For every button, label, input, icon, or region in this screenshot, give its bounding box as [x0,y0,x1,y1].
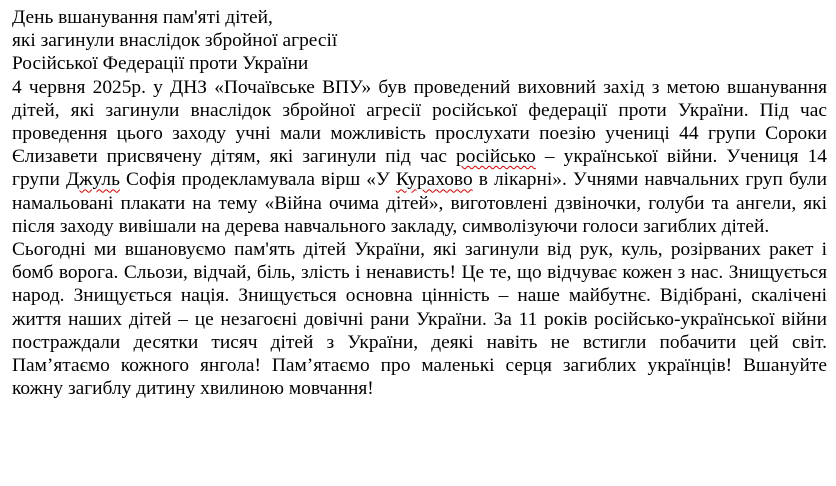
title-line-3: Російської Федерації проти України [12,53,309,75]
spellcheck-word-place: Курахово [395,169,473,191]
document-page [0,6,836,486]
title-line-1: День вшанування пам'яті дітей, [12,7,273,28]
spellcheck-word-russian: російсько [456,146,536,168]
paragraph-1-text-b: – української війни. Учениця 14 групи [12,146,827,191]
document-title [12,6,827,76]
paragraph-1-text-c: Софія продекламувала вірш «У [119,169,396,191]
paragraph-1-text-d: в лікарні». Учнями навчальних груп були намальовані плакати на тему «Війна очима дітей», виготовлені дзвіночки, голуби та ангели, які після заходу вивішали на дерева навчального закладу, символізуючи голоси загиблих дітей. [12,169,827,237]
title-line-2: які загинули внаслідок збройної агресії [12,30,338,52]
paragraph-1-text-a: 4 червня 2025р. у ДНЗ «Почаївське ВПУ» був проведений виховний захід з метою вшанування дітей, які загинули внаслідок збройної агресії російської федерації проти України. Під час проведення цього заходу учні мали можливість прослухати поезію учениці 44 групи Сороки Єлизавети присвячену дітям, які загинули під час [12,76,827,168]
paragraph-event-report [12,76,827,238]
paragraph-commemoration: Сьогодні ми вшановуємо пам'ять дітей України, які загинули від рук, куль, розірваних ракет і бомб ворога. Сльози, відчай, біль, злість і ненависть! Це те, що відчуває кожен з нас. Знищується народ. Знищується нація. Знищується основна цінність – наше майбутнє. Відібрані, скалічені життя наших дітей – це незагоєні довічні рани України. За 11 років російсько-української війни постраждали десятки тисяч дітей з України, деякі навіть не встигли побачити цей світ. Пам’ятаємо кожного янгола! Пам’ятаємо про маленькі серця загиблих українців! Вшануйте кожну загиблу дитину хвилиною мовчання! [12,239,827,400]
spellcheck-word-surname: Джуль [65,169,120,191]
